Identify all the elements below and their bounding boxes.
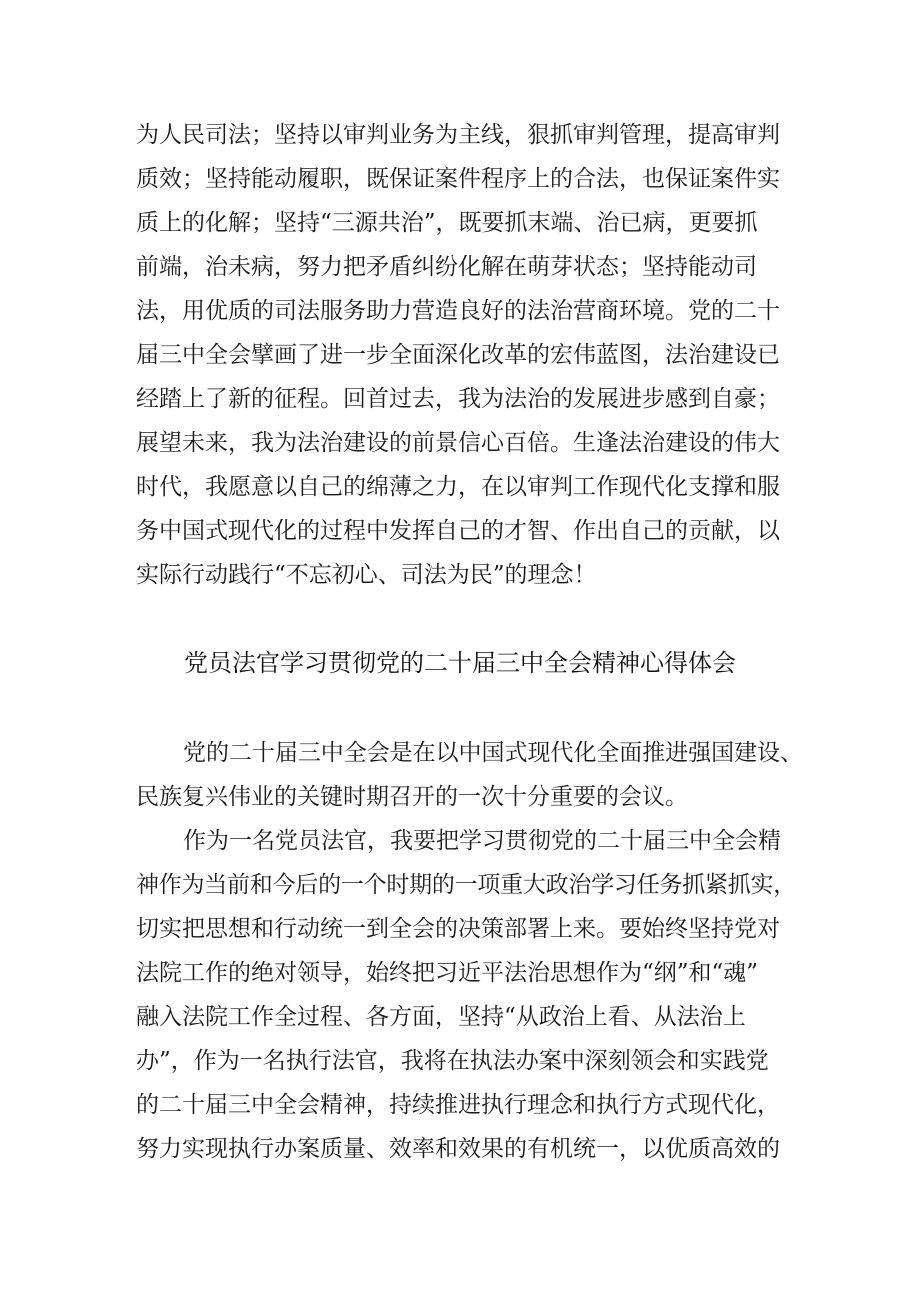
paragraph-line: 党的二十届三中全会是在以中国式现代化全面推进强国建设、 [183,740,804,766]
paragraph-line: 法院工作的绝对领导，始终把习近平法治思想作为“纲”和“魂” [136,960,759,986]
paragraph-line: 努力实现执行办案质量、效率和效果的有机统一，以优质高效的 [136,1136,780,1162]
paragraph-line: 作为一名党员法官，我要把学习贯彻党的二十届三中全会精 [183,828,781,854]
continuation-line: 质上的化解；坚持“三源共治”，既要抓末端、治已病，更要抓 [136,210,758,236]
continuation-line: 展望未来，我为法治建设的前景信心百倍。生逢法治建设的伟大 [136,430,780,456]
paragraph-line: 办”，作为一名执行法官，我将在执法办案中深刻领会和实践党 [136,1048,769,1074]
paragraph-line: 融入法院工作全过程、各方面，坚持“从政治上看、从法治上 [136,1004,746,1030]
continuation-line: 时代，我愿意以自己的绵薄之力，在以审判工作现代化支撑和服 [136,474,780,500]
continuation-line: 务中国式现代化的过程中发挥自己的才智、作出自己的贡献，以 [136,518,780,544]
article-title: 党员法官学习贯彻党的二十届三中全会精神心得体会 [184,649,736,677]
paragraph-line: 的二十届三中全会精神，持续推进执行理念和执行方式现代化， [136,1092,780,1118]
continuation-line: 质效；坚持能动履职，既保证案件程序上的合法，也保证案件实 [136,166,780,192]
paragraph-line: 民族复兴伟业的关键时期召开的一次十分重要的会议。 [136,784,688,810]
continuation-line: 届三中全会擘画了进一步全面深化改革的宏伟蓝图，法治建设已 [136,342,780,368]
continuation-line: 法，用优质的司法服务助力营造良好的法治营商环境。党的二十 [136,298,780,324]
continuation-line: 前端，治未病，努力把矛盾纠纷化解在萌芽状态；坚持能动司 [136,254,757,280]
continuation-line: 为人民司法；坚持以审判业务为主线，狠抓审判管理，提高审判 [136,122,780,148]
continuation-line: 经踏上了新的征程。回首过去，我为法治的发展进步感到自豪； [136,386,780,412]
continuation-line: 实际行动践行“不忘初心、司法为民”的理念！ [136,562,597,588]
paragraph-line: 神作为当前和今后的一个时期的一项重大政治学习任务抓紧抓实， [136,872,796,898]
paragraph-line: 切实把思想和行动统一到全会的决策部署上来。要始终坚持党对 [136,916,780,942]
